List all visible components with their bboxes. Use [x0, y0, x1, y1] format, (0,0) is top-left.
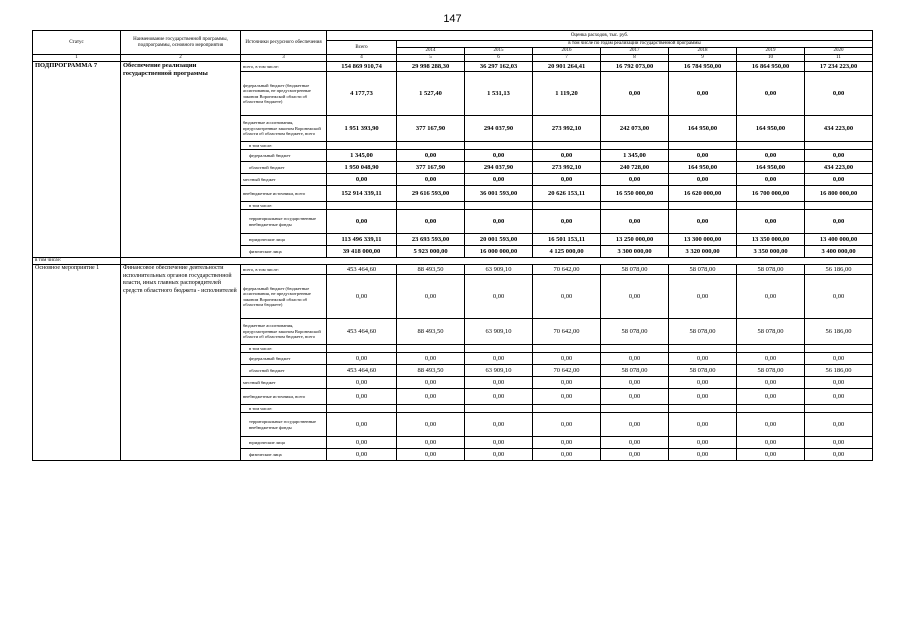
source-cell: внебюджетные источники, всего [241, 389, 327, 405]
value-cell: 1 531,13 [465, 72, 533, 116]
value-cell: 0,00 [601, 389, 669, 405]
value-cell: 16 501 153,11 [533, 234, 601, 246]
block2-name: Финансовое обеспечение деятельности исполнительных органов государственной власти, иных главных распорядителей средств областного бюджета - исполнителей [121, 265, 241, 461]
value-cell [737, 345, 805, 353]
value-cell [327, 405, 397, 413]
value-cell: 0,00 [737, 353, 805, 365]
value-cell: 0,00 [805, 275, 873, 319]
source-cell: территориальные государственные внебюджетные фонды [241, 413, 327, 437]
source-cell: местный бюджет [241, 174, 327, 186]
value-cell [465, 405, 533, 413]
value-cell: 58 078,00 [601, 365, 669, 377]
value-cell: 1 950 048,90 [327, 162, 397, 174]
value-cell: 242 073,00 [601, 116, 669, 142]
value-cell: 58 078,00 [601, 265, 669, 275]
value-cell: 294 037,90 [465, 162, 533, 174]
value-cell [465, 142, 533, 150]
value-cell: 13 300 000,00 [669, 234, 737, 246]
source-cell: федеральный бюджет (бюджетные ассигнования, не предусмотренные законом Воронежской области об областном бюджете) [241, 275, 327, 319]
value-cell: 164 950,00 [737, 116, 805, 142]
value-cell: 0,00 [805, 437, 873, 449]
value-cell: 56 186,00 [805, 319, 873, 345]
column-number: 6 [465, 55, 533, 62]
section-separator-row [33, 258, 873, 265]
value-cell: 58 078,00 [737, 365, 805, 377]
header-year-2015: 2015 [465, 48, 533, 55]
value-cell: 0,00 [601, 437, 669, 449]
column-number: 1 [33, 55, 121, 62]
value-cell [737, 202, 805, 210]
block1-status: ПОДПРОГРАММА 7 [33, 62, 121, 258]
value-cell: 0,00 [737, 275, 805, 319]
value-cell: 0,00 [737, 150, 805, 162]
value-cell: 0,00 [669, 377, 737, 389]
value-cell: 23 693 593,00 [397, 234, 465, 246]
source-cell: бюджетные ассигнования, предусмотренные законом Воронежской области об областном бюджете, всего [241, 319, 327, 345]
value-cell: 0,00 [465, 275, 533, 319]
value-cell: 17 234 223,00 [805, 62, 873, 72]
value-cell [397, 345, 465, 353]
value-cell: 39 418 000,00 [327, 246, 397, 258]
column-number: 9 [669, 55, 737, 62]
header-year-2018: 2018 [669, 48, 737, 55]
source-cell: всего, в том числе: [241, 265, 327, 275]
header-name: Наименование государственной программы, подпрограммы, основного мероприятия [121, 31, 241, 55]
column-number: 2 [121, 55, 241, 62]
value-cell: 0,00 [601, 275, 669, 319]
value-cell: 0,00 [805, 174, 873, 186]
value-cell: 0,00 [669, 413, 737, 437]
value-cell: 0,00 [397, 449, 465, 461]
source-cell: физические лица [241, 449, 327, 461]
value-cell [327, 345, 397, 353]
value-cell: 20 901 264,41 [533, 62, 601, 72]
value-cell: 88 493,50 [397, 365, 465, 377]
value-cell: 0,00 [465, 437, 533, 449]
value-cell: 36 297 162,03 [465, 62, 533, 72]
value-cell: 0,00 [533, 275, 601, 319]
value-cell: 434 223,00 [805, 116, 873, 142]
value-cell: 3 350 000,00 [737, 246, 805, 258]
header-estimate: Оценка расходов, тыс. руб. [327, 31, 873, 41]
source-cell: областной бюджет [241, 365, 327, 377]
value-cell: 0,00 [327, 174, 397, 186]
value-cell: 0,00 [533, 174, 601, 186]
value-cell: 453 464,60 [327, 265, 397, 275]
value-cell: 294 037,90 [465, 116, 533, 142]
value-cell: 0,00 [737, 413, 805, 437]
value-cell: 0,00 [669, 210, 737, 234]
header-year-2016: 2016 [533, 48, 601, 55]
value-cell: 13 250 000,00 [601, 234, 669, 246]
source-cell: бюджетные ассигнования, предусмотренные законом Воронежской области об областном бюджете, всего [241, 116, 327, 142]
source-cell: юридические лица [241, 437, 327, 449]
value-cell: 0,00 [465, 389, 533, 405]
header-by-years: в том числе по годам реализации государственной программы [397, 41, 873, 48]
value-cell [805, 202, 873, 210]
value-cell: 273 992,10 [533, 162, 601, 174]
value-cell: 377 167,90 [397, 116, 465, 142]
value-cell [601, 142, 669, 150]
value-cell: 0,00 [737, 389, 805, 405]
value-cell: 0,00 [805, 72, 873, 116]
value-cell: 273 992,10 [533, 116, 601, 142]
value-cell: 434 223,00 [805, 162, 873, 174]
value-cell: 70 642,00 [533, 365, 601, 377]
value-cell: 0,00 [397, 174, 465, 186]
value-cell: 0,00 [327, 389, 397, 405]
source-cell: местный бюджет [241, 377, 327, 389]
value-cell: 0,00 [533, 437, 601, 449]
column-number: 5 [397, 55, 465, 62]
value-cell: 36 001 593,00 [465, 186, 533, 202]
value-cell: 0,00 [601, 72, 669, 116]
column-number: 11 [805, 55, 873, 62]
value-cell: 0,00 [533, 449, 601, 461]
value-cell: 453 464,60 [327, 365, 397, 377]
value-cell [805, 405, 873, 413]
source-cell: в том числе: [241, 405, 327, 413]
value-cell: 0,00 [397, 210, 465, 234]
block1-name: Обеспечение реализации государственной программы [121, 62, 241, 258]
value-cell [737, 405, 805, 413]
value-cell [669, 142, 737, 150]
column-number: 8 [601, 55, 669, 62]
value-cell [397, 142, 465, 150]
value-cell: 16 792 073,00 [601, 62, 669, 72]
value-cell: 20 001 593,00 [465, 234, 533, 246]
value-cell: 0,00 [601, 449, 669, 461]
source-cell: юридические лица [241, 234, 327, 246]
value-cell: 0,00 [669, 72, 737, 116]
value-cell: 0,00 [327, 210, 397, 234]
value-cell: 58 078,00 [601, 319, 669, 345]
value-cell: 0,00 [327, 275, 397, 319]
value-cell: 0,00 [533, 389, 601, 405]
header-year-2020: 2020 [805, 48, 873, 55]
table-row [33, 62, 873, 72]
value-cell: 63 909,10 [465, 265, 533, 275]
value-cell [327, 142, 397, 150]
value-cell: 377 167,90 [397, 162, 465, 174]
value-cell: 58 078,00 [669, 319, 737, 345]
value-cell: 3 300 000,00 [601, 246, 669, 258]
value-cell: 4 177,73 [327, 72, 397, 116]
value-cell: 20 626 153,11 [533, 186, 601, 202]
source-cell: внебюджетные источники, всего [241, 186, 327, 202]
value-cell: 152 914 339,11 [327, 186, 397, 202]
value-cell: 58 078,00 [737, 319, 805, 345]
value-cell: 1 527,40 [397, 72, 465, 116]
value-cell: 0,00 [397, 377, 465, 389]
value-cell: 0,00 [465, 377, 533, 389]
value-cell: 154 869 910,74 [327, 62, 397, 72]
value-cell: 58 078,00 [669, 265, 737, 275]
value-cell: 70 642,00 [533, 265, 601, 275]
value-cell: 0,00 [465, 174, 533, 186]
value-cell: 0,00 [533, 377, 601, 389]
column-number: 10 [737, 55, 805, 62]
value-cell: 0,00 [327, 413, 397, 437]
value-cell: 453 464,60 [327, 319, 397, 345]
value-cell: 0,00 [601, 353, 669, 365]
header-year-2017: 2017 [601, 48, 669, 55]
value-cell: 0,00 [669, 275, 737, 319]
value-cell: 164 950,00 [669, 162, 737, 174]
header-status: Статус [33, 31, 121, 55]
value-cell [601, 202, 669, 210]
value-cell: 0,00 [805, 353, 873, 365]
value-cell: 13 350 000,00 [737, 234, 805, 246]
block2-status: Основное мероприятие 1 [33, 265, 121, 461]
separator-blank [121, 258, 873, 265]
value-cell: 16 784 950,00 [669, 62, 737, 72]
value-cell: 0,00 [737, 437, 805, 449]
value-cell: 88 493,50 [397, 265, 465, 275]
value-cell: 0,00 [465, 210, 533, 234]
value-cell: 0,00 [397, 437, 465, 449]
value-cell: 0,00 [397, 275, 465, 319]
value-cell: 0,00 [327, 353, 397, 365]
source-cell: территориальные государственные внебюджетные фонды [241, 210, 327, 234]
value-cell: 0,00 [669, 389, 737, 405]
value-cell: 70 642,00 [533, 319, 601, 345]
value-cell: 88 493,50 [397, 319, 465, 345]
value-cell: 0,00 [669, 174, 737, 186]
value-cell [533, 345, 601, 353]
value-cell: 0,00 [669, 437, 737, 449]
value-cell: 1 345,00 [601, 150, 669, 162]
value-cell: 0,00 [737, 377, 805, 389]
value-cell: 16 550 000,00 [601, 186, 669, 202]
page-number: 147 [443, 13, 462, 25]
value-cell: 5 923 000,00 [397, 246, 465, 258]
value-cell: 3 320 000,00 [669, 246, 737, 258]
value-cell: 13 400 000,00 [805, 234, 873, 246]
value-cell [533, 202, 601, 210]
value-cell [601, 345, 669, 353]
table-row [33, 265, 873, 275]
value-cell: 0,00 [533, 353, 601, 365]
value-cell: 0,00 [465, 413, 533, 437]
value-cell: 0,00 [397, 150, 465, 162]
value-cell: 0,00 [397, 353, 465, 365]
value-cell: 16 620 000,00 [669, 186, 737, 202]
value-cell: 0,00 [737, 72, 805, 116]
value-cell: 0,00 [669, 150, 737, 162]
value-cell: 29 998 288,30 [397, 62, 465, 72]
value-cell: 0,00 [601, 210, 669, 234]
value-cell: 0,00 [805, 377, 873, 389]
value-cell [669, 405, 737, 413]
header-sources: Источники ресурсного обеспечения [241, 31, 327, 55]
value-cell: 0,00 [465, 353, 533, 365]
value-cell [533, 142, 601, 150]
value-cell: 0,00 [397, 389, 465, 405]
value-cell: 4 125 000,00 [533, 246, 601, 258]
source-cell: в том числе: [241, 202, 327, 210]
value-cell [669, 345, 737, 353]
budget-table [32, 30, 873, 461]
in-that-number-label: в том числе: [33, 258, 121, 265]
source-cell: областной бюджет [241, 162, 327, 174]
value-cell: 0,00 [465, 449, 533, 461]
column-number: 3 [241, 55, 327, 62]
value-cell: 113 496 339,11 [327, 234, 397, 246]
source-cell: в том числе: [241, 142, 327, 150]
value-cell [737, 142, 805, 150]
value-cell: 0,00 [805, 210, 873, 234]
value-cell: 1 951 393,90 [327, 116, 397, 142]
source-cell: физические лица [241, 246, 327, 258]
value-cell: 0,00 [669, 353, 737, 365]
value-cell: 58 078,00 [737, 265, 805, 275]
value-cell: 240 728,00 [601, 162, 669, 174]
value-cell: 0,00 [601, 377, 669, 389]
value-cell [669, 202, 737, 210]
value-cell [805, 142, 873, 150]
value-cell: 0,00 [465, 150, 533, 162]
value-cell: 0,00 [397, 413, 465, 437]
value-cell: 29 616 593,00 [397, 186, 465, 202]
value-cell: 0,00 [805, 413, 873, 437]
value-cell: 0,00 [327, 437, 397, 449]
value-cell [397, 405, 465, 413]
value-cell: 0,00 [327, 377, 397, 389]
value-cell: 0,00 [805, 449, 873, 461]
value-cell [533, 405, 601, 413]
value-cell: 0,00 [533, 413, 601, 437]
value-cell: 0,00 [327, 449, 397, 461]
value-cell: 16 700 000,00 [737, 186, 805, 202]
value-cell: 0,00 [533, 150, 601, 162]
value-cell: 63 909,10 [465, 319, 533, 345]
column-number: 4 [327, 55, 397, 62]
value-cell: 56 186,00 [805, 365, 873, 377]
value-cell: 0,00 [737, 174, 805, 186]
value-cell: 0,00 [737, 210, 805, 234]
value-cell: 16 864 950,00 [737, 62, 805, 72]
value-cell [601, 405, 669, 413]
header-total: Всего [327, 41, 397, 55]
value-cell: 164 950,00 [737, 162, 805, 174]
value-cell: 0,00 [805, 150, 873, 162]
source-cell: всего, в том числе: [241, 62, 327, 72]
value-cell: 1 119,20 [533, 72, 601, 116]
value-cell: 16 000 000,00 [465, 246, 533, 258]
column-number: 7 [533, 55, 601, 62]
value-cell: 63 909,10 [465, 365, 533, 377]
header-year-2019: 2019 [737, 48, 805, 55]
source-cell: в том числе: [241, 345, 327, 353]
value-cell [805, 345, 873, 353]
value-cell: 0,00 [805, 389, 873, 405]
value-cell [465, 345, 533, 353]
value-cell [465, 202, 533, 210]
value-cell [397, 202, 465, 210]
value-cell: 0,00 [737, 449, 805, 461]
source-cell: федеральный бюджет (бюджетные ассигнования, не предусмотренные законом Воронежской области об областном бюджете) [241, 72, 327, 116]
source-cell: федеральный бюджет [241, 353, 327, 365]
source-cell: федеральный бюджет [241, 150, 327, 162]
value-cell: 0,00 [533, 210, 601, 234]
value-cell: 164 950,00 [669, 116, 737, 142]
value-cell: 56 186,00 [805, 265, 873, 275]
value-cell: 58 078,00 [669, 365, 737, 377]
value-cell: 0,00 [601, 413, 669, 437]
value-cell [327, 202, 397, 210]
value-cell: 0,00 [669, 449, 737, 461]
value-cell: 0,00 [601, 174, 669, 186]
value-cell: 3 400 000,00 [805, 246, 873, 258]
value-cell: 1 345,00 [327, 150, 397, 162]
value-cell: 16 800 000,00 [805, 186, 873, 202]
header-year-2014: 2014 [397, 48, 465, 55]
